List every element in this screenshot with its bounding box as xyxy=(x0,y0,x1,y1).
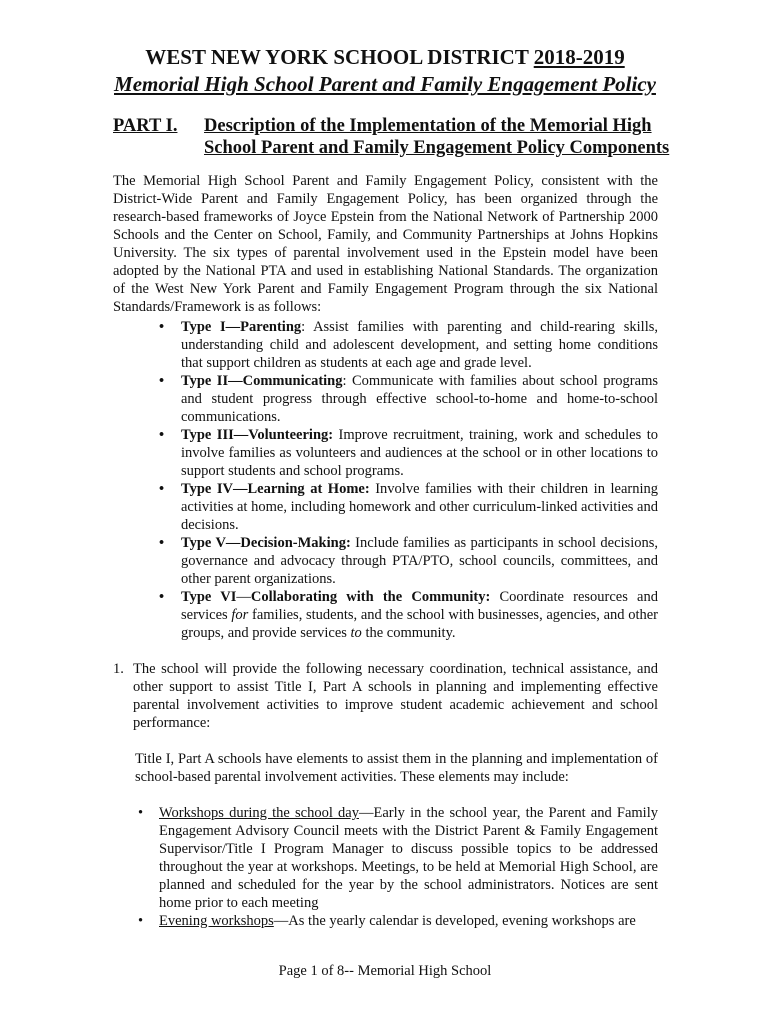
type-description-c: the community. xyxy=(361,625,456,641)
page-footer: Page 1 of 8-- Memorial High School xyxy=(278,963,492,979)
parent-involvement-types-list xyxy=(157,318,658,642)
workshop-label: Evening workshops xyxy=(159,913,274,929)
part-label: PART I. xyxy=(113,116,178,136)
bullet-icon: • xyxy=(159,373,165,389)
list-item xyxy=(157,480,658,534)
workshop-description: —As the yearly calendar is developed, evening workshops are xyxy=(273,913,636,929)
workshop-label: Workshops during the school day xyxy=(159,805,359,821)
list-item xyxy=(157,426,658,480)
type-description: : Assist families with parenting and child-rearing skills, understanding child and adolescent development, and setting home conditions that support children as students at each age and grade level. xyxy=(181,319,658,371)
bullet-icon: • xyxy=(138,913,144,929)
workshops-list xyxy=(135,804,658,930)
title-one-intro: Title I, Part A schools have elements to assist them in the planning and implementation of school-based parental involvement activities. These elements may include: xyxy=(135,751,658,785)
type-label: Type V—Decision-Making: xyxy=(181,535,351,551)
type-description: Include families as participants in school decisions, governance and advocacy through PTA/PTO, school councils, committees, and other parent organizations. xyxy=(181,535,658,587)
bullet-icon: • xyxy=(159,589,165,605)
type-label: Type I—Parenting xyxy=(181,319,302,335)
item-text: The school will provide the following necessary coordination, technical assistance, and other support to assist Title I, Part A schools in planning and implementing effective parental involvement activities to improve student academic achievement and school performance: xyxy=(133,661,658,731)
type-label-dash: — xyxy=(236,589,251,605)
type-description-b: families, students, and the school with businesses, agencies, and other groups, and provide services xyxy=(181,607,659,641)
policy-subtitle: Memorial High School Parent and Family Engagement Policy xyxy=(114,72,656,96)
bullet-icon: • xyxy=(159,427,165,443)
district-name: WEST NEW YORK SCHOOL DISTRICT xyxy=(145,45,529,69)
type-label: Type II—Communicating xyxy=(181,373,343,389)
school-year: 2018-2019 xyxy=(533,45,625,69)
part-heading: Description of the Implementation of the Memorial High School Parent and Family Engagement Policy Components xyxy=(204,116,670,158)
type-description: : Communicate with families about school programs and student progress through effective school-to-home and home-to-school communications. xyxy=(181,373,658,425)
type-description: Improve recruitment, training, work and schedules to involve families as volunteers and audiences at the school or in other locations to support students and school programs. xyxy=(181,427,658,479)
type-label: Type IV—Learning at Home: xyxy=(181,481,370,497)
list-item xyxy=(157,372,658,426)
district-title xyxy=(0,45,770,69)
list-item xyxy=(157,318,658,372)
type-label-b: Collaborating with the Community: xyxy=(250,589,491,605)
bullet-icon: • xyxy=(138,805,144,821)
intro-paragraph: The Memorial High School Parent and Family Engagement Policy, consistent with the District-Wide Parent and Family Engagement Policy, has been organized through the research-based frameworks of Joyce Epstein from the National Network of Partnership 2000 Schools and the Center on School, Family, and Community Partnerships at Johns Hopkins University. The six types of parental involvement used in the Epstein model have been adopted by the National PTA and used in establishing National Standards. The organization of the West New York Parent and Family Engagement Program through the six National Standards/Framework is as follows: xyxy=(113,173,658,315)
list-item xyxy=(157,534,658,588)
item-number: 1. xyxy=(113,661,124,677)
type-label-a: Type VI xyxy=(181,589,237,605)
list-item xyxy=(135,912,658,930)
workshop-description: —Early in the school year, the Parent and Family Engagement Advisory Council meets with the District Parent & Family Engagement Supervisor/Title I Program Manager to discuss possible topics to be addressed throughout the year at workshops. Meetings, to be held at Memorial High School, are planned and scheduled for the year by the school administrators. Notices are sent home prior to each meeting xyxy=(159,805,658,911)
type-description-a: Coordinate resources and services xyxy=(181,589,658,623)
type-label: Type III—Volunteering: xyxy=(181,427,334,443)
list-item xyxy=(157,588,658,642)
bullet-icon: • xyxy=(159,481,165,497)
type-description: Involve families with their children in learning activities at home, including homework and other curriculum-linked activities and decisions. xyxy=(181,481,658,533)
bullet-icon: • xyxy=(159,319,165,335)
type-description-emphasis-to: to xyxy=(350,625,362,641)
bullet-icon: • xyxy=(159,535,165,551)
numbered-item-1 xyxy=(113,660,658,732)
type-description-emphasis-for: for xyxy=(231,607,249,623)
list-item xyxy=(135,804,658,912)
